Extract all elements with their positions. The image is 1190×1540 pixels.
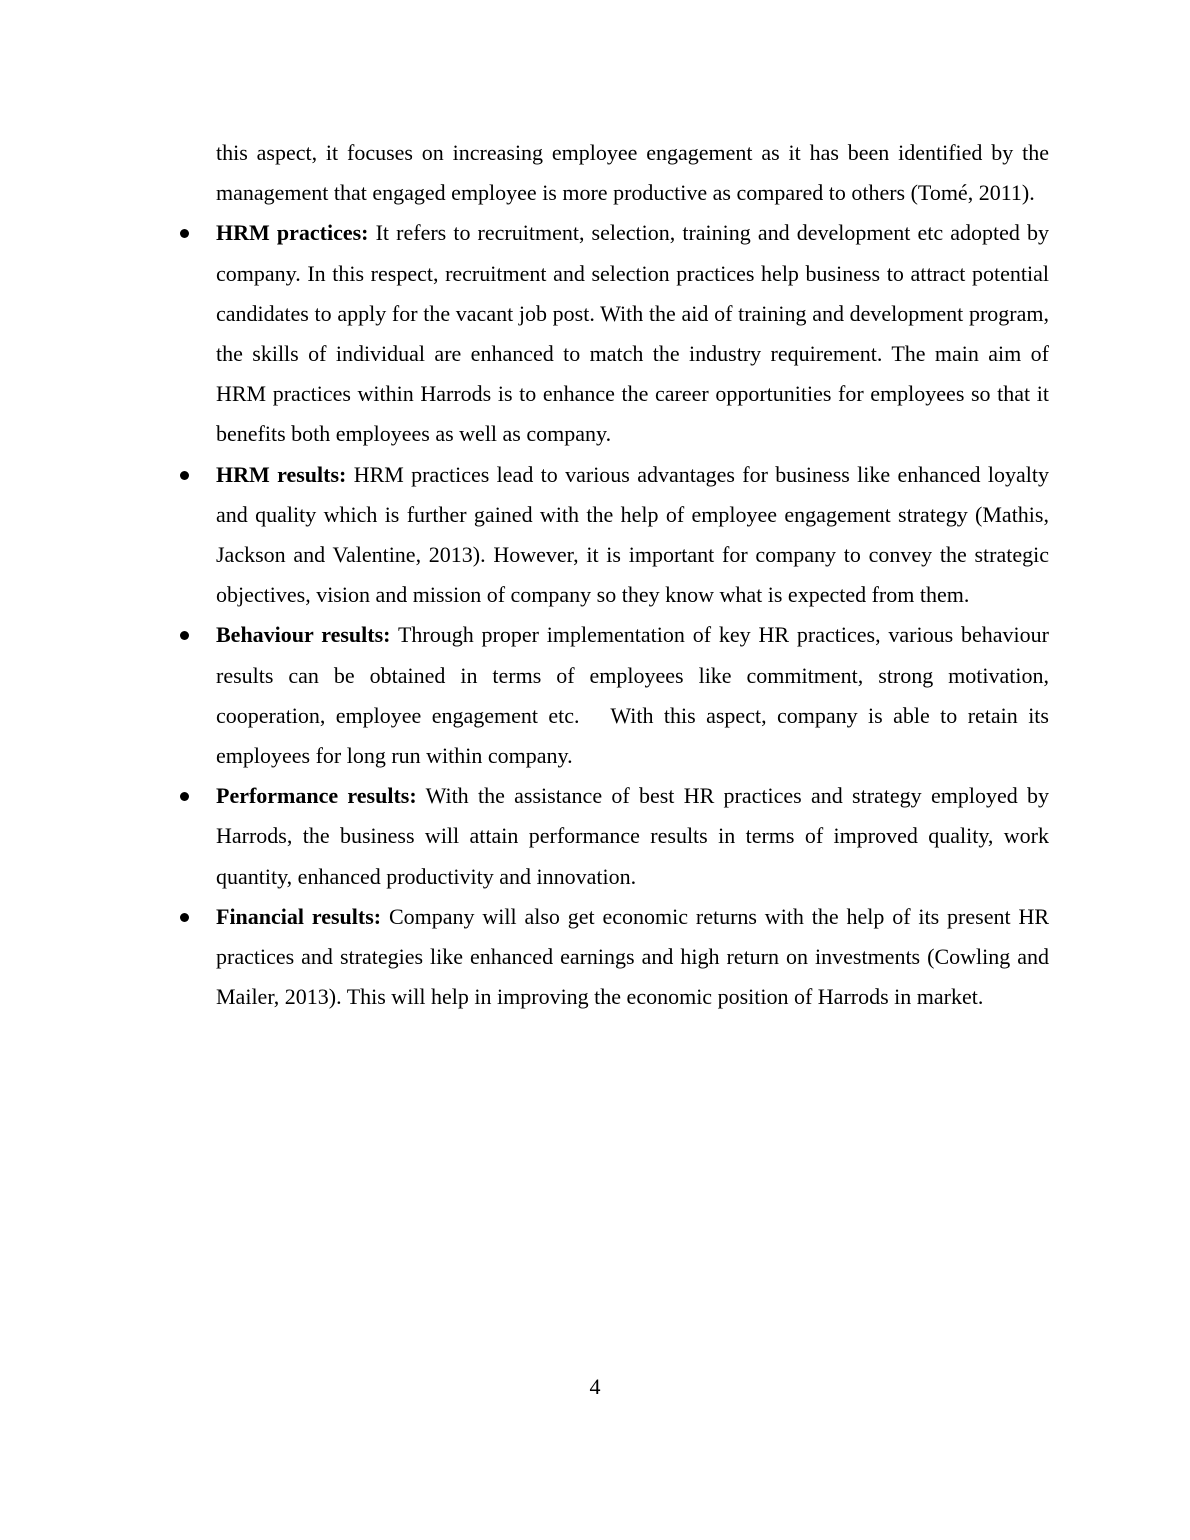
bullet-text: Company will also get economic returns with the help of its present HR practices and strategies like enhanced earnings and high return on investments (Cowling and Mailer, 2013). This will help in improving the economic position of Harrods in market. (216, 903, 1049, 1010)
bullet-item-behaviour-results (216, 615, 1055, 776)
bullet-icon (180, 792, 189, 801)
bullet-icon (180, 229, 189, 238)
bullet-heading: HRM results: (216, 461, 347, 487)
bullet-item-financial-results (216, 897, 1049, 1018)
bullet-icon (180, 471, 189, 480)
page-number: 4 (589, 1374, 601, 1399)
bullet-item-hrm-results (216, 455, 1049, 616)
bullet-heading: Financial results: (216, 903, 382, 929)
bullet-heading: Behaviour results: (216, 622, 391, 648)
bullet-text: HRM practices lead to various advantages for business like enhanced loyalty and quality which is further gained with the help of employee engagement strategy (Mathis, Jackson and Valentine, 2013). However, it is important for company to convey the strategic objectives, vision and mission of company so they know what is expected from them. (216, 461, 1049, 608)
bullet-text: Through proper implementation of key HR practices, various behaviour results can be obtained in terms of employees like commitment, strong motivation, cooperation, employee engagement etc. With this aspect, company is able to retain its employees for long run within company. (216, 622, 1055, 769)
bullet-heading: Performance results: (216, 783, 417, 809)
bullet-text: With the assistance of best HR practices and strategy employed by Harrods, the business will attain performance results in terms of improved quality, work quantity, enhanced productivity and innovation. (216, 783, 1049, 889)
bullet-list (216, 213, 1055, 1017)
bullet-item-hrm-practices (216, 213, 1049, 454)
bullet-icon (180, 631, 189, 640)
body-text (216, 133, 1055, 1017)
bullet-text: It refers to recruitment, selection, training and development etc adopted by company. In this respect, recruitment and selection practices help business to attract potential candidates to apply for the vacant job post. With the aid of training and development program, the skills of individual are enhanced to match the industry requirement. The main aim of HRM practices within Harrods is to enhance the career opportunities for employees so that it benefits both employees as well as company. (216, 220, 1049, 447)
bullet-heading: HRM practices: (216, 220, 369, 246)
continuation-paragraph: this aspect, it focuses on increasing employee engagement as it has been identified by the management that engaged employee is more productive as compared to others (Tomé, 2011). (216, 140, 1049, 206)
bullet-item-performance-results (216, 776, 1049, 897)
bullet-icon (180, 913, 189, 922)
